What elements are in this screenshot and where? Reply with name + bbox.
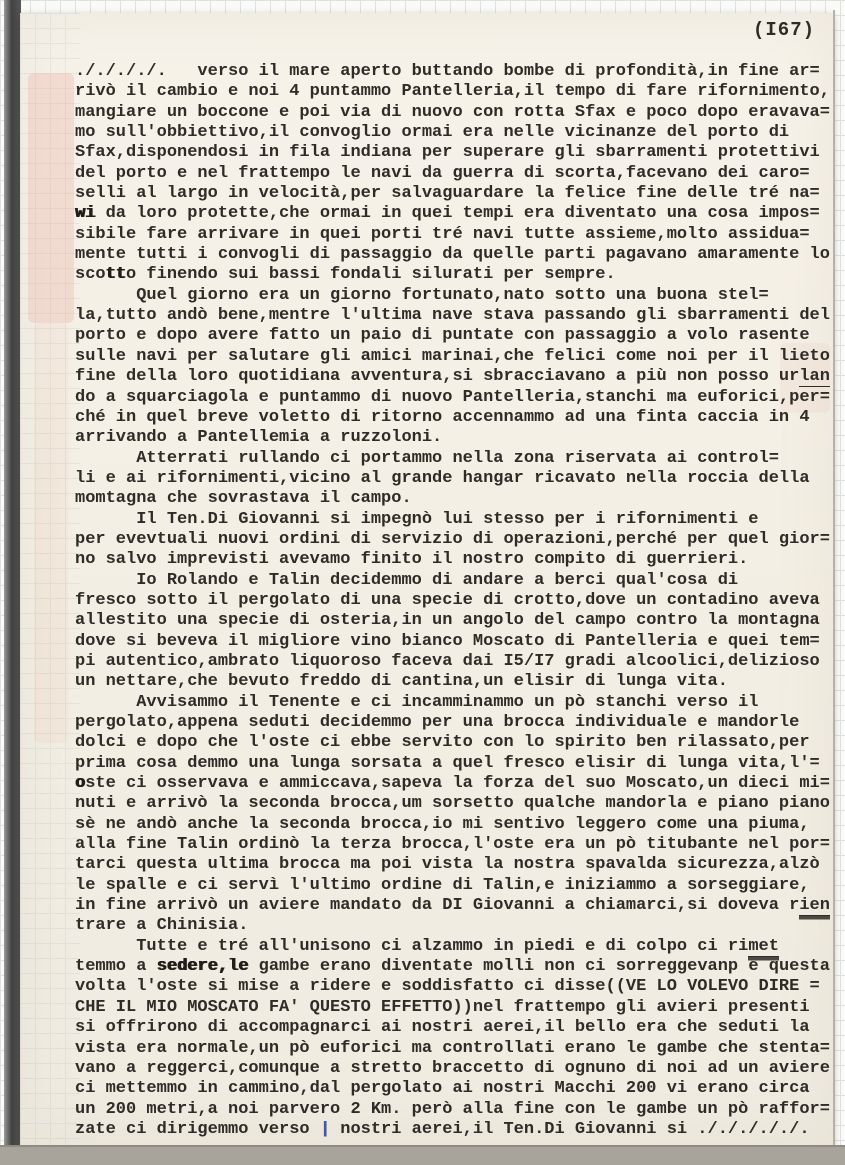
scan-edge-right xyxy=(833,10,835,1146)
text-line: Tutte e tré all'unisono ci alzammo in piedi e di colpo ci rimet xyxy=(75,936,779,956)
text-line: allestito una specie di osteria,in un angolo del campo contro la montagna xyxy=(75,611,820,631)
text-line: Sfax,disponendosi in fila indiana per superare gli sbarramenti protettivi xyxy=(75,143,820,163)
text-line: oste ci osservava e ammiccava,sapeva la forza del suo Moscato,un dieci mi= xyxy=(75,774,830,794)
text-line: zate ci dirigemmo verso | nostri aerei,il Ten.Di Giovanni si ./././././. xyxy=(75,1119,810,1139)
scan-edge-bottom xyxy=(0,1145,845,1165)
text-line: volta l'oste si mise a ridere e soddisfatto ci disse((VE LO VOLEVO DIRE = xyxy=(75,977,820,997)
text-block xyxy=(75,62,833,1140)
text-line: sulle navi per salutare gli amici marinai,che felici come noi per il lieto xyxy=(75,346,830,366)
text-line: dove si beveva il migliore vino bianco Moscato di Pantelleria e quei tem= xyxy=(75,631,820,651)
typewritten-page xyxy=(20,13,833,1145)
text-line: mo sull'obbiettivo,il convoglio ormai era nelle vicinanze del porto di xyxy=(75,123,790,143)
text-line: li e ai rifornimenti,vicino al grande hangar ricavato nella roccia della xyxy=(75,468,810,488)
text-line: vista era normale,un pò euforici ma controllati erano le gambe che stenta= xyxy=(75,1038,830,1058)
text-line: momtagna che sovrastava il campo. xyxy=(75,489,412,509)
text-line: Il Ten.Di Giovanni si impegnò lui stesso per i rifornimenti e xyxy=(75,509,759,529)
text-line: arrivando a Pantellemia a ruzzoloni. xyxy=(75,428,443,448)
text-line: vano a reggerci,comunque a stretto braccetto di ognuno di noi ad un aviere xyxy=(75,1058,830,1078)
text-line: prima cosa demmo una lunga sorsata a quel fresco elisir di lunga vita,l'= xyxy=(75,753,820,773)
text-line: ././././. verso il mare aperto buttando bombe di profondità,in fine ar= xyxy=(75,62,820,81)
text-line: pergolato,appena seduti decidemmo per una brocca individuale e mandorle xyxy=(75,713,800,732)
text-line: wi da loro protette,che ormai in quei tempi era diventato una cosa impos= xyxy=(75,204,820,224)
text-line: alla fine Talin ordinò la terza brocca,l'oste era un pò titubante nel por= xyxy=(75,835,830,855)
text-line: si offrirono di accompagnarci ai nostri aerei,il bello era che seduti la xyxy=(75,1018,810,1038)
text-line: la,tutto andò bene,mentre l'ultima nave stava passando gli sbarramenti del xyxy=(75,306,830,326)
text-line: trare a Chinisia. xyxy=(75,916,249,936)
text-line: tarci questa ultima brocca ma poi vista la nostra spavalda sicurezza,alzò xyxy=(75,855,820,875)
page-number: (I67) xyxy=(752,19,815,41)
text-line: ché in quel breve voletto di ritorno accennammo ad una finta caccia in 4 xyxy=(75,407,810,427)
text-line: selli al largo in velocità,per salvaguardare la felice fine delle tré na= xyxy=(75,184,820,204)
text-line: un 200 metri,a noi parvero 2 Km. però alla fine con le gambe un pò raffor= xyxy=(75,1099,830,1119)
text-line: ci mettemmo in cammino,dal pergolato ai nostri Macchi 200 vi erano circa xyxy=(75,1079,810,1099)
text-line: Avvisammo il Tenente e ci incamminammo un pò stanchi verso il xyxy=(75,692,759,712)
text-line: CHE IL MIO MOSCATO FA' QUESTO EFFETTO))nel frattempo gli avieri presenti xyxy=(75,997,810,1017)
text-line: do a squarciagola e puntammo di nuovo Pantelleria,stanchi ma euforici,per= xyxy=(75,387,830,407)
text-line: Io Rolando e Talin decidemmo di andare a berci qual'cosa di xyxy=(75,570,739,590)
text-line: rivò il cambio e noi 4 puntammo Pantelleria,il tempo di fare rifornimento, xyxy=(75,82,830,102)
text-line: in fine arrivò un aviere mandato da DI Giovanni a chiamarci,si doveva rien xyxy=(75,896,830,916)
text-line: nuti e arrivò la seconda brocca,um sorsetto qualche mandorla e piano piano xyxy=(75,794,830,814)
text-line: sè ne andò anche la seconda brocca,io mi sentivo leggero come una piuma, xyxy=(75,814,810,834)
text-line: pi autentico,ambrato liquoroso faceva dai I5/I7 gradi alcoolici,delizioso xyxy=(75,651,820,671)
text-line: scotto finendo sui bassi fondali silurati per sempre. xyxy=(75,265,616,285)
text-line: Quel giorno era un giorno fortunato,nato sotto una buona stel= xyxy=(75,285,769,305)
text-line: sibile fare arrivare in quei porti tré navi tutte assieme,molto assidua= xyxy=(75,224,810,244)
text-line: un nettare,che bevuto freddo di cantina,un elisir di lunga vita. xyxy=(75,672,728,692)
text-line: del porto e nel frattempo le navi da guerra di scorta,facevano dei caro= xyxy=(75,163,810,183)
text-line: fresco sotto il pergolato di una specie di crotto,dove un contadino aveva xyxy=(75,590,820,610)
text-line: Atterrati rullando ci portammo nella zona riservata ai control= xyxy=(75,448,779,468)
text-line: temmo a sedere,le gambe erano diventate molli non ci sorreggevanp e questa xyxy=(75,957,830,977)
text-line: dolci e dopo che l'oste ci ebbe servito con lo spirito ben rilassato,per xyxy=(75,733,810,753)
scan-edge-left xyxy=(4,0,21,1146)
text-line: mangiare un boccone e poi via di nuovo con rotta Sfax e poco dopo eravava= xyxy=(75,102,830,122)
text-line: fine della loro quotidiana avventura,si sbracciavano a più non posso urlan xyxy=(75,367,830,387)
text-line: per evevtuali nuovi ordini di servizio di operazioni,perché per quel gior= xyxy=(75,529,830,549)
text-line: mente tutti i convogli di passaggio da quelle parti pagavano amaramente lo xyxy=(75,245,830,265)
graph-paper-bleed xyxy=(20,13,80,1145)
text-line: le spalle e ci servì l'ultimo ordine di Talin,e iniziammo a sorseggiare, xyxy=(75,875,810,895)
text-line: no salvo imprevisti avevamo finito il nostro compito di guerrieri. xyxy=(75,550,749,570)
blue-ink-mark: | xyxy=(319,1119,331,1139)
text-line: porto e dopo avere fatto un paio di puntate con passaggio a volo rasente xyxy=(75,326,810,346)
